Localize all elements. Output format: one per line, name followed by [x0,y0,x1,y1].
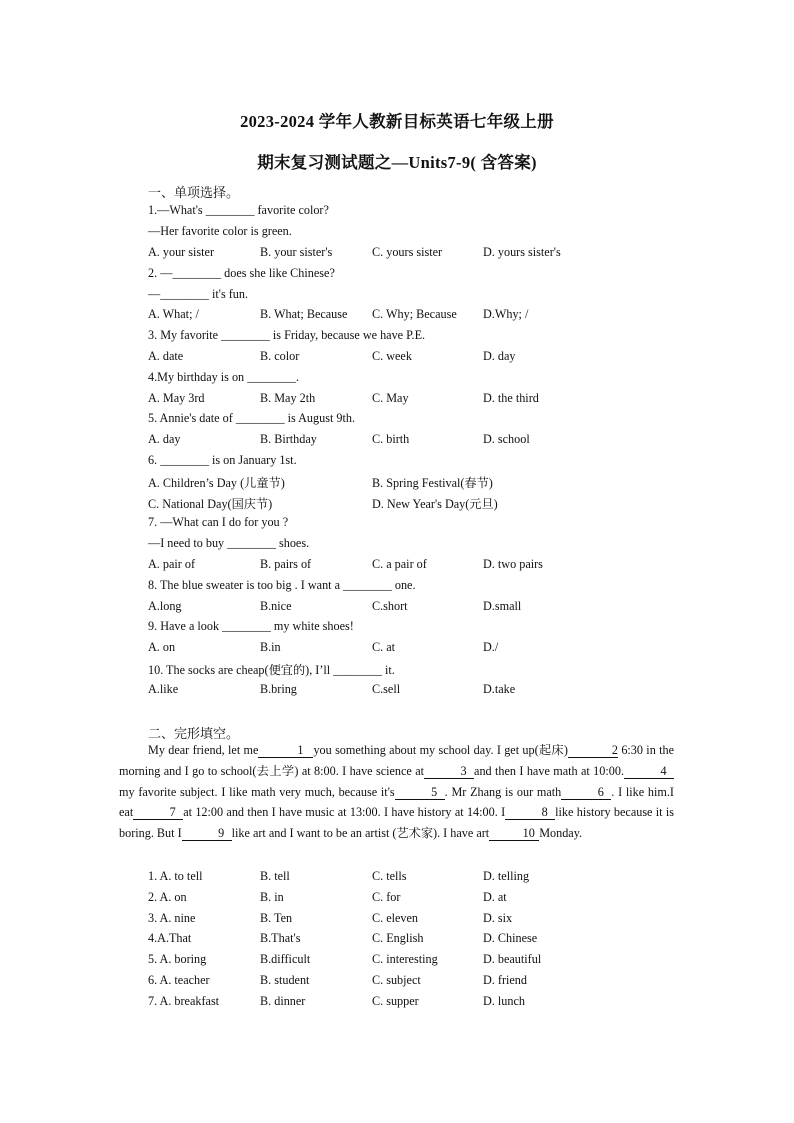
cloze-passage [119,740,674,844]
question-7-line2: —I need to buy ________ shoes. [148,536,310,550]
q4-option-d: D. the third [483,391,539,405]
cloze-7-option-b: B. dinner [260,994,306,1008]
question-5: 5. Annie's date of ________ is August 9th. [148,411,356,425]
q7-option-a: A. pair of [148,557,196,571]
cloze-2-option-b: B. in [260,890,284,904]
q3-option-d: D. day [483,349,516,363]
q4-option-b: B. May 2th [260,391,316,405]
passage-text: . Mr Zhang is our math [444,784,562,799]
q6-option-c: C. National Day(国庆节) [148,497,273,511]
passage-text: Monday. [539,826,583,841]
cloze-7-option-d: D. lunch [483,994,525,1008]
blank-3: 3 [424,765,474,779]
cloze-4-option-a: 4.A.That [148,931,192,945]
q2-option-d: D.Why; / [483,307,529,321]
blank-1: 1 [258,744,313,758]
passage-text: you something about my school day. I get up(起床) [313,743,568,757]
cloze-3-option-b: B. Ten [260,911,293,925]
cloze-4-option-d: D. Chinese [483,931,538,945]
cloze-4-option-b: B.That's [260,931,301,945]
q9-option-d: D./ [483,640,499,654]
q6-option-b: B. Spring Festival(春节) [372,476,493,490]
q5-option-a: A. day [148,432,181,446]
section-heading-cloze: 二、完形填空。 [148,726,240,741]
q1-option-d: D. yours sister's [483,245,561,259]
q3-option-b: B. color [260,349,300,363]
blank-7: 7 [133,806,183,820]
cloze-5-option-b: B.difficult [260,952,311,966]
q8-option-c: C.short [372,599,408,613]
question-8: 8. The blue sweater is too big . I want a ________ one. [148,578,416,592]
cloze-1-option-c: C. tells [372,869,407,883]
q8-option-a: A.long [148,599,182,613]
q1-option-c: C. yours sister [372,245,443,259]
passage-text: like history because it is boring. But I [119,805,675,841]
blank-9: 9 [182,827,232,841]
q6-option-a: A. Children’s Day (儿童节) [148,476,285,490]
q2-option-b: B. What; Because [260,307,348,321]
q9-option-a: A. on [148,640,176,654]
q10-option-c: C.sell [372,682,401,696]
q6-option-d: D. New Year's Day(元旦) [372,497,498,511]
cloze-6-option-b: B. student [260,973,310,987]
q8-option-d: D.small [483,599,522,613]
question-4: 4.My birthday is on ________. [148,370,299,384]
q9-option-c: C. at [372,640,396,654]
blank-2: 2 [568,744,618,758]
section-heading-single-choice: 一、单项选择。 [148,185,240,200]
cloze-6-option-a: 6. A. teacher [148,973,210,987]
question-2-line2: —________ it's fun. [148,287,249,301]
page-title: 2023-2024 学年人教新目标英语七年级上册 [240,112,554,131]
question-6: 6. ________ is on January 1st. [148,453,297,467]
q3-option-a: A. date [148,349,184,363]
blank-6: 6 [561,786,611,800]
cloze-2-option-c: C. for [372,890,401,904]
blank-8: 8 [505,806,555,820]
question-9: 9. Have a look ________ my white shoes! [148,619,354,633]
q5-option-c: C. birth [372,432,410,446]
question-7: 7. —What can I do for you ? [148,515,289,529]
question-1: 1.—What's ________ favorite color? [148,203,329,217]
q2-option-a: A. What; / [148,307,199,321]
blank-5: 5 [395,786,445,800]
question-1-line2: —Her favorite color is green. [148,224,292,238]
q8-option-b: B.nice [260,599,292,613]
passage-text: like art and I want to be an artist (艺术家). I have art [231,826,490,841]
cloze-5-option-a: 5. A. boring [148,952,207,966]
passage-text: 6:30 in the morning and I go to school(去上学) at 8:00. I have science at [119,743,675,778]
q2-option-c: C. Why; Because [372,307,457,321]
blank-4: 4 [624,765,674,779]
cloze-2-option-d: D. at [483,890,507,904]
passage-text: at 12:00 and then I have music at 13:00. I have history at 14:00. I [183,805,506,820]
blank-10: 10 [489,827,539,841]
cloze-3-option-d: D. six [483,911,513,925]
cloze-6-option-c: C. subject [372,973,421,987]
cloze-6-option-d: D. friend [483,973,527,987]
question-2: 2. —________ does she like Chinese? [148,266,335,280]
q1-option-a: A. your sister [148,245,215,259]
q7-option-b: B. pairs of [260,557,312,571]
passage-text: My dear friend, let me [148,743,259,757]
question-10: 10. The socks are cheap(便宜的), I’ll ________ it. [148,663,395,677]
q9-option-b: B.in [260,640,281,654]
q10-option-a: A.like [148,682,179,696]
cloze-3-option-c: C. eleven [372,911,419,925]
passage-text: my favorite subject. I like math very much, because it's [119,784,395,799]
q5-option-b: B. Birthday [260,432,317,446]
page-subtitle: 期末复习测试题之—Units7-9( 含答案) [257,153,537,172]
cloze-2-option-a: 2. A. on [148,890,187,904]
cloze-3-option-a: 3. A. nine [148,911,196,925]
cloze-4-option-c: C. English [372,931,424,945]
q4-option-c: C. May [372,391,409,405]
cloze-7-option-a: 7. A. breakfast [148,994,220,1008]
cloze-5-option-d: D. beautiful [483,952,542,966]
q10-option-d: D.take [483,682,516,696]
question-3: 3. My favorite ________ is Friday, because we have P.E. [148,328,426,342]
q7-option-c: C. a pair of [372,557,427,571]
cloze-5-option-c: C. interesting [372,952,438,966]
passage-text: and then I have math at 10:00. [474,763,624,778]
passage-text: . I like him.I eat [119,784,674,820]
q10-option-b: B.bring [260,682,297,696]
q5-option-d: D. school [483,432,530,446]
cloze-7-option-c: C. supper [372,994,419,1008]
q7-option-d: D. two pairs [483,557,543,571]
cloze-1-option-b: B. tell [260,869,290,883]
cloze-1-option-a: 1. A. to tell [148,869,203,883]
q4-option-a: A. May 3rd [148,391,205,405]
cloze-1-option-d: D. telling [483,869,530,883]
q1-option-b: B. your sister's [260,245,333,259]
q3-option-c: C. week [372,349,412,363]
